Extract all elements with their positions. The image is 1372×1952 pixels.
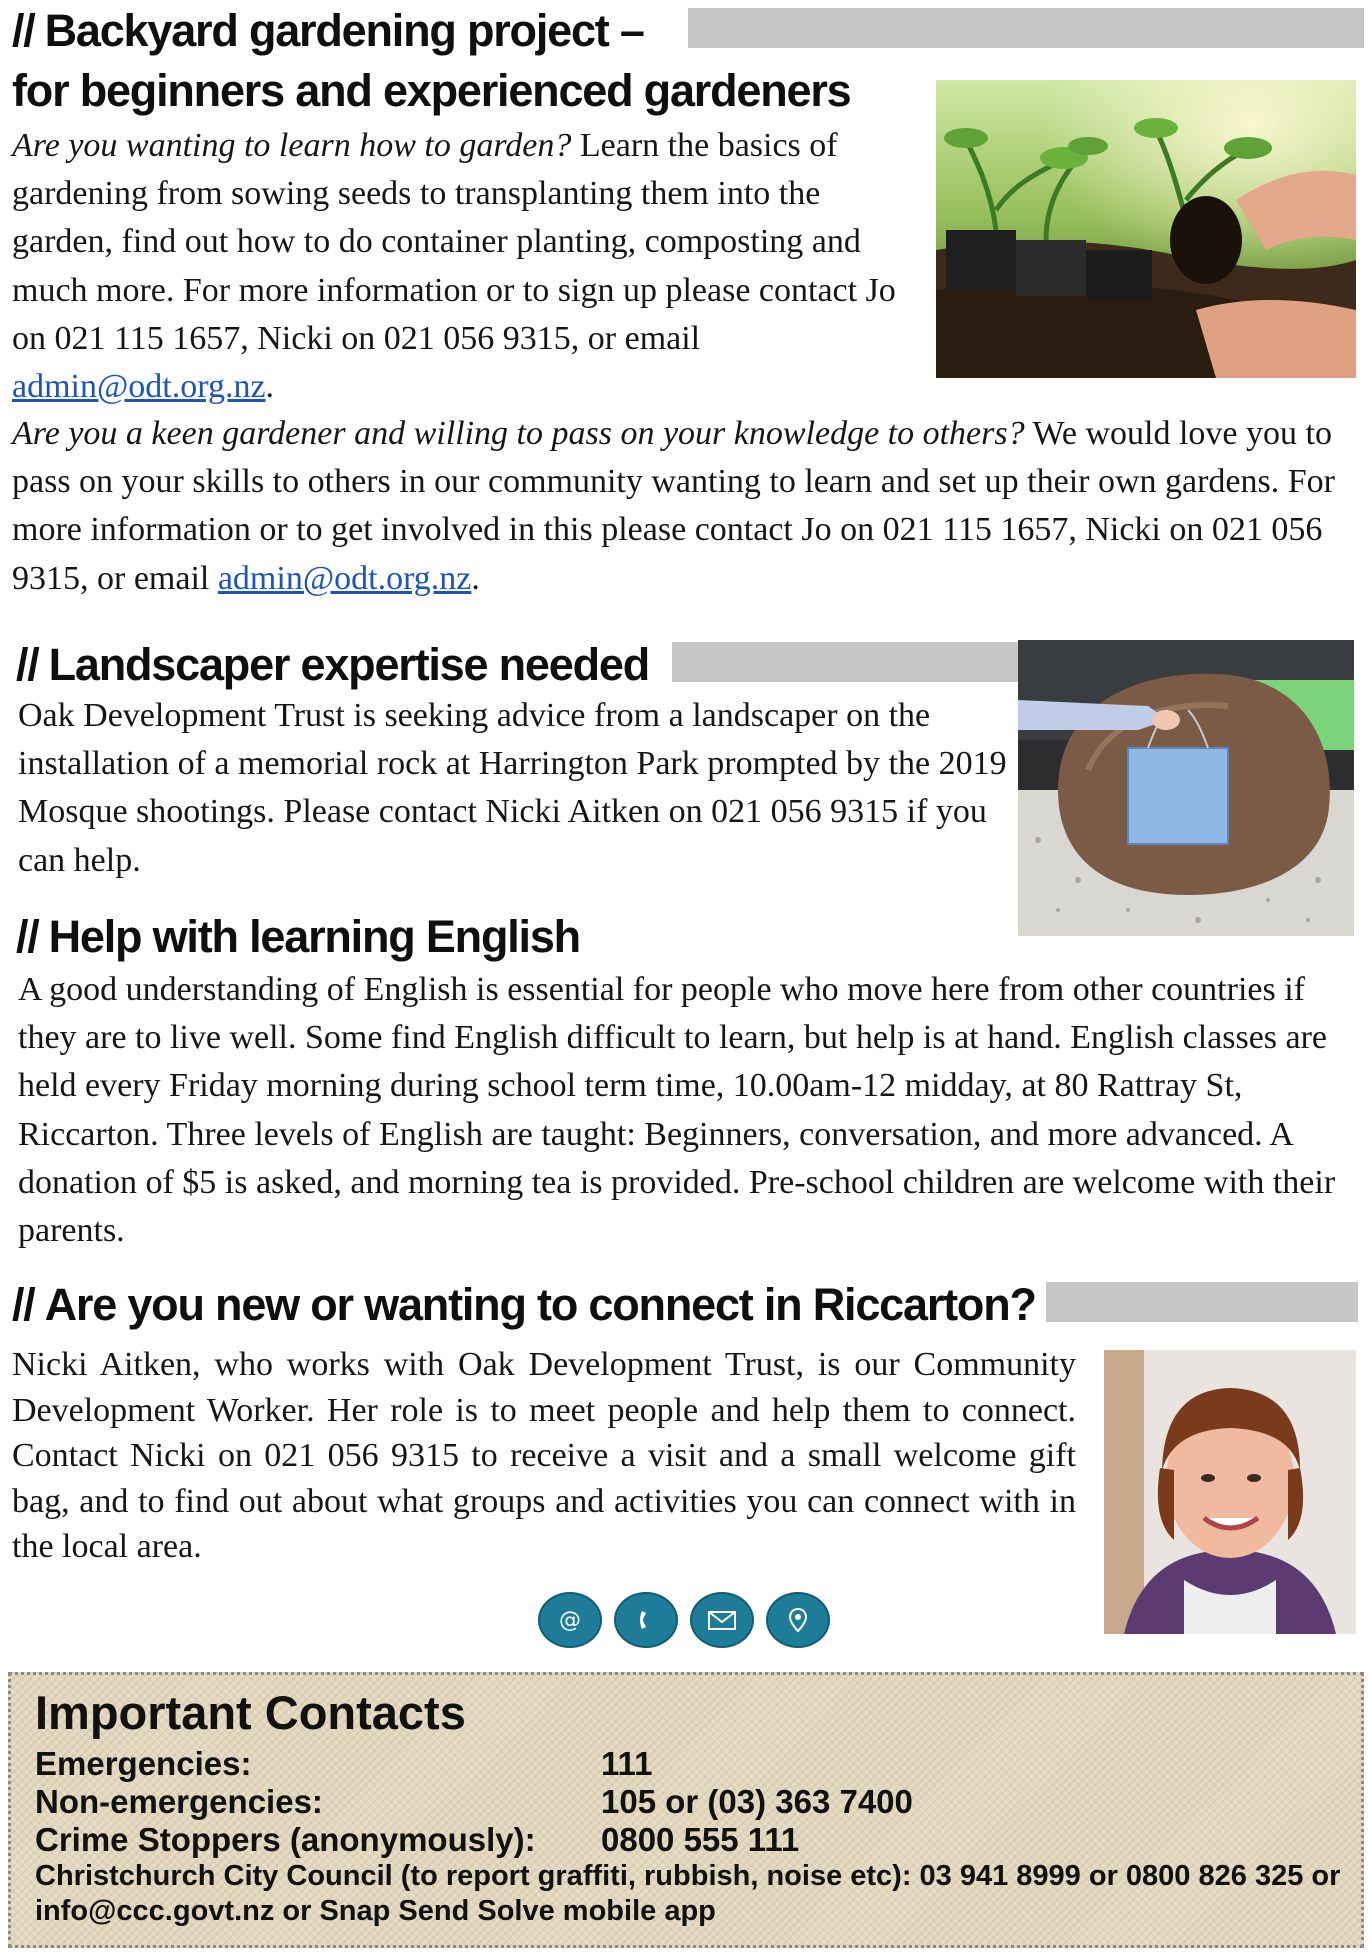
heading-text: for beginners and experienced gardeners (12, 65, 851, 116)
contact-label: Crime Stoppers (anonymously): (35, 1821, 536, 1858)
contacts-title: Important Contacts (35, 1686, 466, 1739)
punctuation: . (471, 559, 480, 597)
seedling-image (936, 80, 1356, 378)
email-link[interactable]: admin@odt.org.nz (12, 368, 266, 406)
envelope-icon[interactable] (690, 1592, 754, 1648)
gardening-question-2: Are you a keen gardener and willing to pass on your knowledge to others? (12, 415, 1025, 452)
landscaper-paragraph: Oak Development Trust is seeking advice from a landscaper on the installation of a memorial rock at Harrington Park prompted by the 2019 Mosque shootings. Please contact Nicki Aitken on 021 056 9315 if you can help. (18, 697, 1007, 879)
gardening-paragraph-2 (12, 410, 1352, 603)
heading-bar (672, 642, 1018, 682)
location-pin-icon[interactable] (766, 1592, 830, 1648)
contact-value: 0800 555 111 (601, 1821, 800, 1858)
heading-text: Backyard gardening project – (44, 5, 644, 56)
heading-bar (688, 8, 1364, 48)
gardening-paragraph-1 (12, 122, 922, 411)
heading-slashes: // (16, 911, 39, 962)
memorial-rock-photo (1018, 640, 1354, 936)
punctuation: . (265, 368, 275, 406)
section-heading-gardening-line2 (12, 60, 850, 122)
svg-text:@: @ (559, 1608, 581, 1633)
portrait-image (1104, 1350, 1356, 1634)
heading-slashes: // (16, 639, 39, 690)
contact-label: Emergencies: (35, 1745, 252, 1782)
contact-value: 105 or (03) 363 7400 (601, 1783, 913, 1820)
nicki-aitken-portrait (1104, 1350, 1356, 1634)
section-heading-landscaper (16, 634, 649, 696)
contact-row (35, 1745, 653, 1783)
seedling-photo (936, 80, 1356, 378)
connect-paragraph: Nicki Aitken, who works with Oak Development Trust, is our Community Development Worker. Her role is to meet people and help them to connect. Contact Nicki on 021 056 9315 to receive a visit and a small welcome gift bag, and to find out about what groups and activities you can connect with in the local area. (12, 1346, 1076, 1566)
section-heading-gardening (12, 0, 644, 62)
phone-icon[interactable] (614, 1592, 678, 1648)
heading-bar (1046, 1282, 1358, 1322)
gardening-question-1: Are you wanting to learn how to garden? (12, 127, 572, 164)
gardening-text-1: Learn the basics of gardening from sowing seeds to transplanting them into the garden, find out how to do container planting, composting and much more. For more information or to sign up please contact Jo on 021 115 1657, Nicki on 021 056 9315, or email (12, 127, 896, 357)
contact-icon-row (538, 1592, 830, 1648)
english-paragraph: A good understanding of English is essential for people who move here from other countries if they are to live well. Some find English difficult to learn, but help is at hand. English classes are held every Friday morning during school term time, 10.00am-12 midday, at 80 Rattray St, Riccarton. Three levels of English are taught: Beginners, conversation, and more advanced. A donation of $5 is asked, and morning tea is provided. Pre-school children are welcome with their parents. (18, 971, 1336, 1250)
at-sign-icon[interactable] (538, 1592, 602, 1648)
council-contact-note: Christchurch City Council (to report graffiti, rubbish, noise etc): 03 941 8999 or 0800 826 325 or info@ccc.govt.nz or Snap Send Solve mobile app (35, 1860, 1341, 1927)
memorial-rock-image (1018, 640, 1354, 936)
heading-text: Are you new or wanting to connect in Riccarton? (44, 1279, 1036, 1330)
email-link[interactable]: admin@odt.org.nz (217, 559, 472, 597)
heading-text: Help with learning English (48, 911, 580, 962)
section-heading-connect (12, 1274, 1036, 1336)
heading-text: Landscaper expertise needed (48, 639, 649, 690)
important-contacts-box (8, 1672, 1364, 1948)
heading-slashes: // (12, 1279, 35, 1330)
contact-label: Non-emergencies: (35, 1783, 323, 1820)
contact-row (35, 1821, 800, 1859)
heading-slashes: // (12, 5, 35, 56)
gardening-text-2: We would love you to pass on your skills to others in our community wanting to learn and set up their own gardens. For more information or to get involved in this please contact Jo on 021 115 1657, Nicki on 021 056 9315, or email (12, 415, 1335, 597)
contact-row (35, 1783, 913, 1821)
section-heading-english (16, 906, 580, 968)
contact-value: 111 (601, 1745, 653, 1782)
